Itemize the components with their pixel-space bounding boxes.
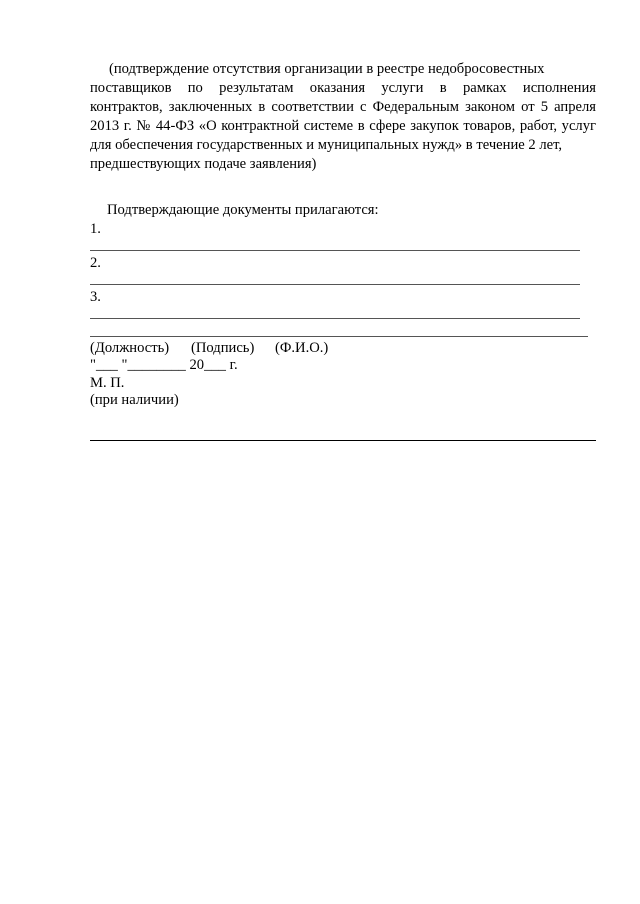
attachment-number: 2. [90, 255, 101, 271]
attachments-heading: Подтверждающие документы прилагаются: [107, 202, 379, 218]
paragraph-line: для обеспечения государственных и муниципальных нужд» в течение 2 лет, [90, 137, 563, 153]
stamp-note: (при наличии) [90, 392, 179, 408]
section-divider [90, 440, 596, 441]
attachment-blank-line [90, 318, 580, 319]
name-label: (Ф.И.О.) [275, 340, 329, 356]
attachment-blank-line [90, 250, 580, 251]
paragraph-line: предшествующих подаче заявления) [90, 156, 317, 172]
signature-label: (Подпись) [191, 340, 255, 356]
paragraph-line: контрактов, заключенных в соответствии с Федеральным законом от 5 апреля [90, 99, 596, 115]
attachment-blank-line [90, 284, 580, 285]
attachment-number: 1. [90, 221, 101, 237]
paragraph-line: 2013 г. № 44-ФЗ «О контрактной системе в сфере закупок товаров, работ, услуг [90, 118, 596, 134]
paragraph-line: (подтверждение отсутствия организации в реестре недобросовестных [109, 61, 545, 77]
date-line: "___ "________ 20___ г. [90, 357, 238, 373]
position-label: (Должность) [90, 340, 170, 356]
signature-blank-line [90, 336, 588, 337]
paragraph-line: поставщиков по результатам оказания услуги в рамках исполнения [90, 80, 596, 96]
attachment-number: 3. [90, 289, 101, 305]
stamp-label: М. П. [90, 375, 125, 391]
